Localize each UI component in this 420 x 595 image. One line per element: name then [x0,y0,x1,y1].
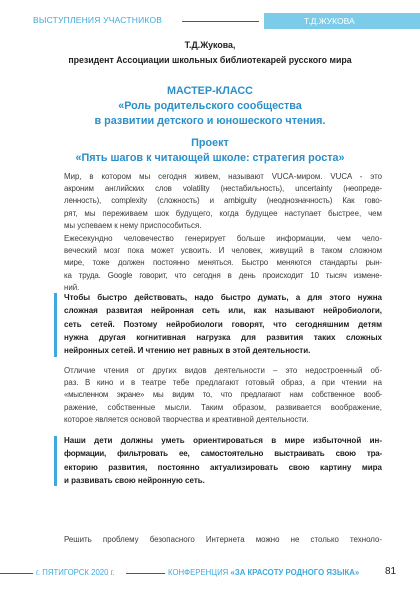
quote-text [64,434,382,487]
title-line-2: в развитии детского и юношеского чтения. [94,115,326,127]
header-author-box: Т.Д.ЖУКОВА [264,13,420,29]
text-line: рят, мы переживаем шок будущего, когда будущее наступает быстрее, чем [64,208,382,218]
section-title: ВЫСТУПЛЕНИЯ УЧАСТНИКОВ [33,15,163,25]
quote-accent-bar [54,436,57,486]
page-footer [0,566,420,582]
text-line: ка труда. Google говорит, что сегодня в день происходит 10 тысяч измене- [64,270,382,280]
header-divider [182,21,259,22]
text-line: ний. [64,282,80,292]
paragraph-information [64,233,382,294]
text-line: сложная развитая нейронная сеть или, как называют нейробиологи, [64,306,382,316]
title-line-1: «Роль родительского сообщества [118,100,302,112]
footer-conference [168,568,359,577]
paragraph-internet [64,534,382,546]
text-line: мы успеваем к нему приспособиться. [64,220,202,230]
text-line: ленность), complexity (сложность) и ambiguity (неоднозначность) Как гово- [64,196,382,206]
title-project-name: «Пять шагов к читающей школе: стратегия роста» [75,152,345,164]
author-position: президент Ассоциации школьных библиотекарей русского мира [68,55,352,65]
text-line: формации, фильтровать ее, самостоятельно выстраивать свою тра- [64,449,382,459]
footer-divider [126,573,165,574]
text-line: Мир, в котором мы сегодня живем, называют VUCA-миром. VUCA - это [64,172,382,181]
text-line: «мысленном экране» мы видим то, что предлагают нам собственное вооб- [64,390,382,400]
text-line: акроним английских слов volatility (нестабильность), uncertainty (неопреде- [64,184,382,194]
title-masterclass: МАСТЕР-КЛАСС [167,85,253,97]
quote-text [64,291,382,357]
footer-place-year: г. ПЯТИГОРСК 2020 г. [36,568,115,577]
text-line: Отличие чтения от других видов деятельности – это недостроенный об- [64,366,382,375]
quote-accent-bar [54,293,57,357]
text-line: Наши дети должны уметь ориентироваться в мире избыточной ин- [64,436,382,445]
page-header [0,13,420,29]
text-line: нужна другая когнитивная нагрузка для развития таких сложных [64,332,382,342]
text-line: Решить проблему безопасного Интернета можно не столько техноло- [64,535,382,544]
text-line: нейронных сетей. И чтению нет равных в этой деятельности. [64,346,311,356]
paragraph-reading-image [64,365,382,426]
author-name: Т.Д.Жукова, [184,40,236,50]
text-line: екторию развития, постоянно актуализировать свою картину мира [64,462,382,472]
title-project: Проект [191,137,229,149]
page-number: 81 [385,566,397,577]
text-line: сеть сетей. Поэтому нейробиологи говорят, что сегодняшним детям [64,319,382,329]
text-line: ражение, собственные мысли. Таким образом, развивается воображение, [64,402,382,412]
text-line: которое является основой творчества и креативной деятельности. [64,414,309,424]
footer-divider [0,573,33,574]
conference-prefix: КОНФЕРЕНЦИЯ [168,568,229,577]
paragraph-vuca [64,171,382,232]
text-line: мире, тоже должен постоянно меняться. Быстро меняются стандарты рын- [64,258,382,268]
text-line: раз. В кино и в театре тебе предлагают готовый образ, а при чтении на [64,378,382,388]
text-line: и развивать свою нейронную сеть. [64,475,205,485]
text-line: Ежесекундно человечество генерирует больше информации, чем чело- [64,234,382,243]
text-line: Чтобы быстро действовать, надо быстро думать, а для этого нужна [64,293,382,302]
text-line: веческий мозг пока может усвоить. И человек, живущий в таком сложном [64,246,382,256]
conference-name: «ЗА КРАСОТУ РОДНОГО ЯЗЫКА» [230,568,360,577]
